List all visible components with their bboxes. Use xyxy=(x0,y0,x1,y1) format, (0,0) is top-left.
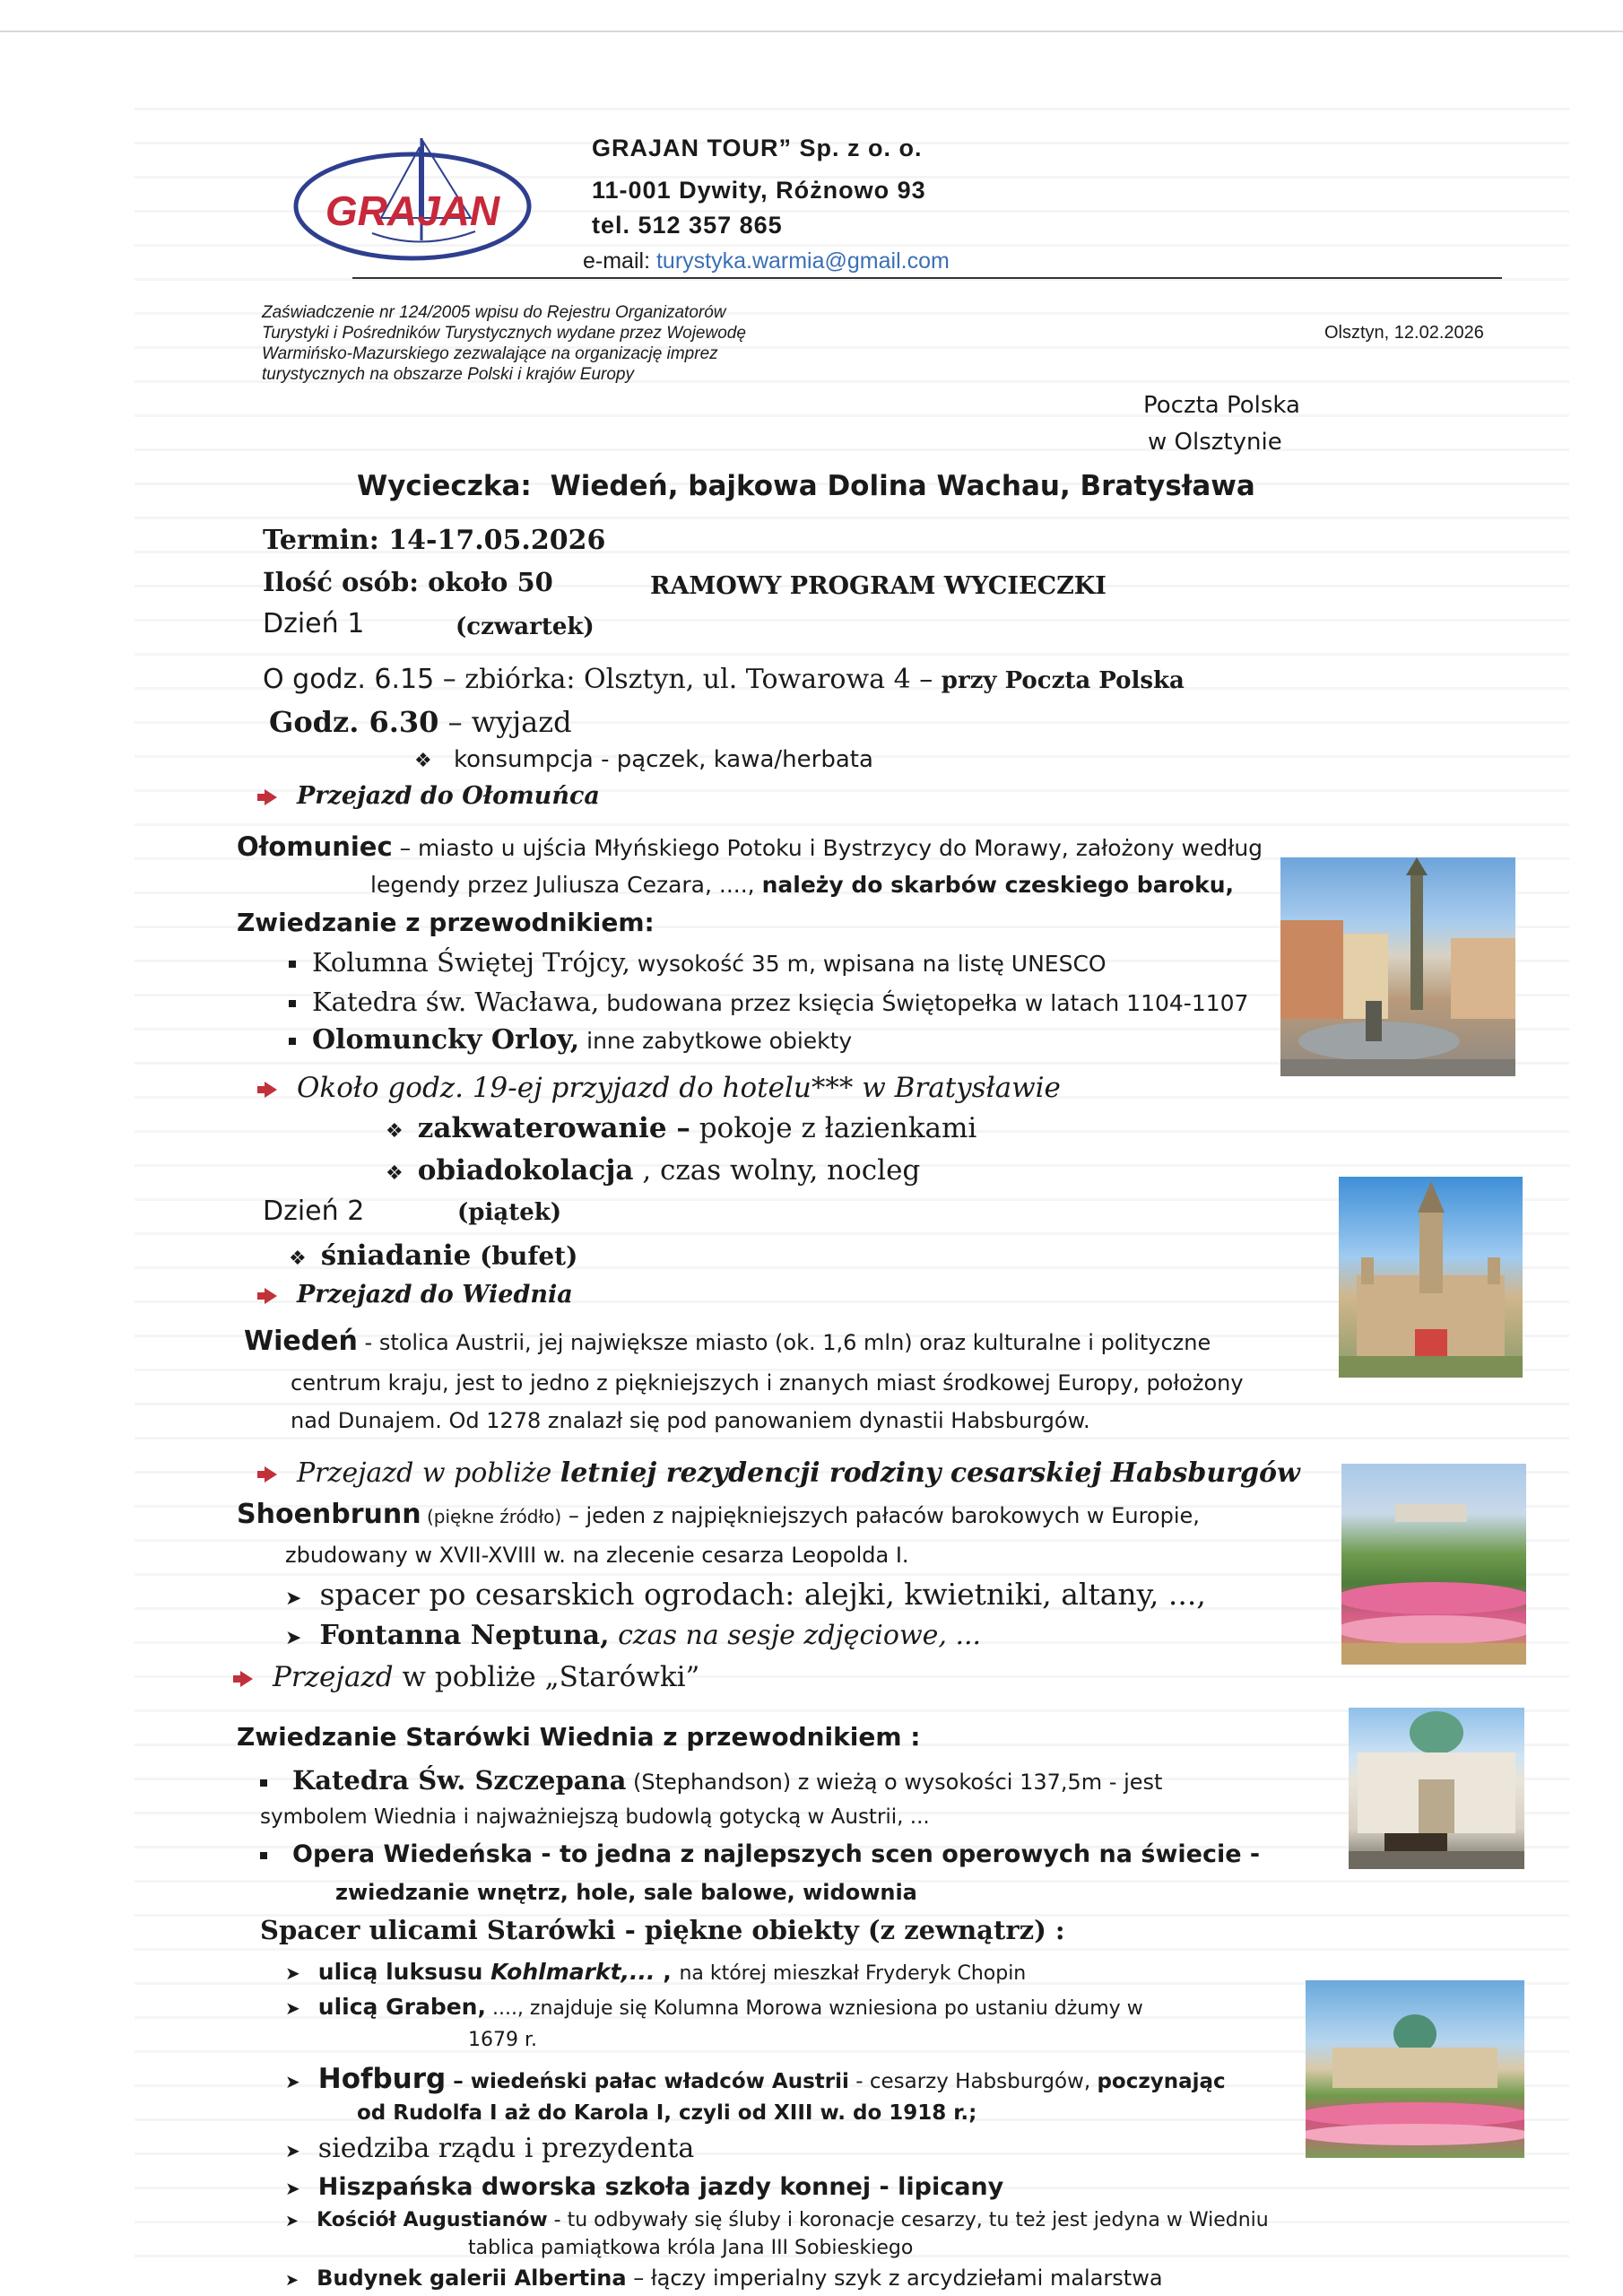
logo-text: GRAJAN xyxy=(325,187,500,234)
dinner-desc: , czas wolny, nocleg xyxy=(633,1154,921,1187)
arrow-bullet-icon xyxy=(265,1082,277,1098)
olomouc-desc1: – miasto u ujścia Młyńskiego Potoku i Bystrzycy do Morawy, założony według xyxy=(392,835,1263,861)
square-bullet-icon xyxy=(260,1779,267,1787)
transfer-text: Przejazd do Wiednia xyxy=(297,1281,573,1309)
day1-guide-heading: Zwiedzanie z przewodnikiem: xyxy=(237,908,655,937)
certificate-line: Zaświadczenie nr 124/2005 wpisu do Rejestru Organizatorów xyxy=(262,303,726,322)
square-bullet-icon xyxy=(289,1038,296,1045)
email-link[interactable]: turystyka.warmia@gmail.com xyxy=(655,248,950,274)
square-bullet-icon xyxy=(260,1852,267,1859)
olomouc-desc2a: legendy przez Juliusza Cezara, ...., xyxy=(370,872,762,898)
day2-weekday: (piątek) xyxy=(457,1199,562,1226)
square-bullet-icon xyxy=(289,1000,296,1007)
company-logo xyxy=(287,133,538,276)
day1-transfer xyxy=(265,782,600,810)
breakfast-desc: (bufet) xyxy=(471,1241,578,1271)
day2-title: Dzień 2 xyxy=(263,1196,365,1227)
company-email-line xyxy=(583,248,950,274)
triangle-bullet-icon: ➤ xyxy=(285,2140,300,2161)
stephan-name: Katedra Św. Szczepana xyxy=(292,1765,627,1796)
street1-b: Kohlmarkt,... xyxy=(490,1959,655,1985)
opera-name: Opera Wiedeńska xyxy=(292,1840,533,1868)
triangle-bullet-icon: ➤ xyxy=(285,1627,302,1649)
oldtown-b: w pobliże „Starówki” xyxy=(393,1661,700,1693)
schonbrunn-name: Shoenbrunn xyxy=(237,1499,421,1530)
day1-dinner xyxy=(386,1154,920,1187)
vienna-city-hall-photo xyxy=(1339,1177,1523,1378)
church-desc: - tu odbywały się śluby i koronacje cesarzy, tu też jest jedyna w Wiedniu xyxy=(547,2209,1269,2231)
stephan-alt: (Stephandson) xyxy=(626,1770,792,1795)
walk-item-2 xyxy=(285,1620,981,1651)
albertina-name: Budynek galerii Albertina xyxy=(317,2266,627,2291)
olomouc-desc-line2 xyxy=(370,872,1234,898)
church-item-cont: tablica pamiątkowa króla Jana III Sobieskiego xyxy=(468,2237,914,2259)
trip-people: Ilość osób: około 50 xyxy=(263,567,553,597)
walk-heading xyxy=(260,1915,1065,1945)
certificate-line: Turystyki i Pośredników Turystycznych wydane przez Wojewodę xyxy=(262,324,746,343)
company-address: 11-001 Dywity, Różnowo 93 xyxy=(592,177,926,204)
stephan-desc: z wieżą o wysokości 137,5m - jest xyxy=(791,1770,1163,1795)
walk-item-1 xyxy=(285,1577,1206,1612)
certificate-line: turystycznych na obszarze Polski i krajów Europy xyxy=(262,365,634,384)
depart-label: – wyjazd xyxy=(447,705,572,739)
church-name: Kościół Augustianów xyxy=(317,2209,548,2231)
residence-b: letniej rezydencji rodziny cesarskiej Habsburgów xyxy=(560,1457,1300,1489)
opera-desc: - to jedna z najlepszych scen operowych na świecie - xyxy=(532,1840,1261,1868)
street-item-2-cont: 1679 r. xyxy=(468,2029,537,2051)
walk2-desc: czas na sesje zdjęciowe, ... xyxy=(609,1620,982,1651)
hofburg-desc: wiedeński pałac władców Austrii xyxy=(470,2070,849,2093)
day1-accommodation xyxy=(386,1112,976,1144)
item1-desc: wysokość 35 m, wpisana na listę UNESCO xyxy=(629,951,1107,977)
hofburg-desc3: poczynając xyxy=(1097,2070,1226,2093)
gather-place: zbiórka: Olsztyn, ul. Towarowa 4 – xyxy=(464,664,933,695)
triangle-bullet-icon: ➤ xyxy=(285,1587,302,1610)
program-title: RAMOWY PROGRAM WYCIECZKI xyxy=(650,572,1107,600)
company-phone: tel. 512 357 865 xyxy=(592,212,783,239)
hofburg-photo xyxy=(1349,1708,1524,1869)
albertina-item xyxy=(285,2266,1163,2291)
olomouc-desc-line1 xyxy=(237,831,1263,862)
school-a: Hiszpańska dworska szkoła jazdy konnej - xyxy=(317,2173,890,2201)
schonbrunn-transfer xyxy=(265,1457,1300,1489)
header-rule xyxy=(352,277,1502,279)
item1-name: Kolumna Świętej Trójcy, xyxy=(312,947,630,978)
arrival-text: Około godz. 19-ej przyjazd do hotelu*** w Bratysławie xyxy=(297,1072,1061,1104)
vienna-desc-line1 xyxy=(244,1326,1211,1357)
seat-item xyxy=(285,2133,694,2164)
triangle-bullet-icon: ➤ xyxy=(285,1997,300,2019)
day1-title: Dzień 1 xyxy=(263,608,365,639)
stephan-line1 xyxy=(260,1765,1162,1796)
street2-a: ulicą Graben, xyxy=(317,1994,486,2020)
accom-desc: pokoje z łazienkami xyxy=(690,1112,977,1144)
schonbrunn-desc1: – jeden z najpiękniejszych pałaców barokowych w Europie, xyxy=(561,1503,1200,1528)
trip-title: Wiedeń, bajkowa Dolina Wachau, Bratysława xyxy=(550,470,1255,502)
olomouc-illustration xyxy=(1280,857,1515,1076)
diamond-bullet-icon: ❖ xyxy=(386,1162,404,1185)
day1-arrival xyxy=(265,1072,1061,1104)
walk2-name: Fontanna Neptuna, xyxy=(319,1620,610,1651)
breakfast-label: śniadanie xyxy=(320,1239,472,1272)
oldtown-guide-heading: Zwiedzanie Starówki Wiednia z przewodnikiem : xyxy=(237,1722,921,1752)
item2-name: Katedra św. Wacława, xyxy=(312,987,600,1017)
olomouc-item-3 xyxy=(289,1024,852,1056)
vienna-name: Wiedeń xyxy=(244,1326,358,1357)
hofburg-desc2: - cesarzy Habsburgów, xyxy=(848,2070,1098,2093)
hofburg-line1 xyxy=(285,2063,1226,2095)
day1-gathering xyxy=(263,664,1185,695)
arrow-bullet-icon xyxy=(240,1671,253,1687)
church-item xyxy=(285,2209,1269,2231)
walk1-text: spacer po cesarskich ogrodach: alejki, kwietniki, altany, ..., xyxy=(319,1577,1206,1612)
vienna-museum-garden-photo xyxy=(1306,1980,1524,2158)
day2-breakfast xyxy=(289,1239,577,1272)
stephan-line2: symbolem Wiednia i najważniejszą budowlą gotycką w Austrii, ... xyxy=(260,1805,930,1829)
dinner-label: obiadokolacja xyxy=(417,1154,634,1187)
olomouc-item-2 xyxy=(289,987,1248,1017)
school-item xyxy=(285,2173,1003,2201)
email-label: e-mail: xyxy=(583,248,651,274)
diamond-bullet-icon: ❖ xyxy=(386,1120,404,1143)
date-place: Olsztyn, 12.02.2026 xyxy=(1324,323,1484,343)
schonbrunn-gardens-photo xyxy=(1341,1464,1526,1665)
day1-snack xyxy=(414,746,873,773)
albertina-desc: – łączy imperialny szyk z arcydziełami malarstwa xyxy=(626,2266,1163,2291)
recipient-line: w Olsztynie xyxy=(1148,429,1282,456)
gather-time: O godz. 6.15 – xyxy=(263,664,456,695)
trip-title-line xyxy=(357,470,1255,502)
school-b: lipicany xyxy=(889,2173,1004,2201)
top-rule xyxy=(0,30,1623,32)
gardens-illustration xyxy=(1341,1464,1526,1665)
olomouc-name: Ołomuniec xyxy=(237,831,393,862)
trip-term: Termin: 14-17.05.2026 xyxy=(263,525,606,556)
museum-garden-illustration xyxy=(1306,1980,1524,2158)
recipient-line: Poczta Polska xyxy=(1143,392,1300,419)
snack-text: konsumpcja - pączek, kawa/herbata xyxy=(454,746,873,773)
accom-label: zakwaterowanie – xyxy=(417,1112,690,1144)
street1-a: ulicą luksusu xyxy=(317,1959,491,1985)
certificate-line: Warmińsko-Mazurskiego zezwalające na organizację imprez xyxy=(262,344,718,363)
street1-c: , xyxy=(655,1959,680,1985)
seat-text: siedziba rządu i prezydenta xyxy=(317,2133,695,2164)
opera-line2: zwiedzanie wnętrz, hole, sale balowe, widownia xyxy=(335,1880,917,1905)
item2-desc: budowana przez księcia Świętopełka w latach 1104-1107 xyxy=(599,990,1249,1016)
depart-time: Godz. 6.30 xyxy=(269,705,439,739)
vienna-desc-line3: nad Dunajem. Od 1278 znalazł się pod panowaniem dynastii Habsburgów. xyxy=(291,1408,1090,1433)
triangle-bullet-icon: ➤ xyxy=(285,2178,300,2199)
item3-name: Olomuncky Orloy, xyxy=(312,1024,580,1056)
trip-label: Wycieczka: xyxy=(357,470,532,502)
company-name: GRAJAN TOUR” Sp. z o. o. xyxy=(592,135,923,161)
residence-a: Przejazd w pobliże xyxy=(297,1457,560,1489)
street-item-2 xyxy=(285,1994,1143,2020)
hofburg-name: Hofburg xyxy=(317,2063,447,2095)
street-item-1 xyxy=(285,1959,1026,1985)
schonbrunn-line2: zbudowany w XVII-XVIII w. na zlecenie cesarza Leopolda I. xyxy=(285,1543,909,1568)
city-hall-illustration xyxy=(1339,1177,1523,1378)
olomouc-item-1 xyxy=(289,947,1107,978)
schonbrunn-paren: (piękne źródło) xyxy=(421,1506,562,1527)
hofburg-illustration xyxy=(1349,1708,1524,1869)
hofburg-line2: od Rudolfa I aż do Karola I, czyli od XIII w. do 1918 r.; xyxy=(357,2101,977,2125)
triangle-bullet-icon: ➤ xyxy=(285,1962,300,1984)
oldtown-transfer xyxy=(240,1661,699,1693)
item3-desc: inne zabytkowe obiekty xyxy=(579,1028,853,1054)
day1-weekday: (czwartek) xyxy=(456,613,595,640)
vienna-desc1: - stolica Austrii, jej największe miasto (ok. 1,6 mln) oraz kulturalne i polityczne xyxy=(357,1330,1211,1355)
square-bullet-icon xyxy=(289,961,296,968)
vienna-desc-line2: centrum kraju, jest to jedno z piękniejszych i znanych miast środkowej Europy, położony xyxy=(291,1370,1244,1396)
gather-landmark: przy Poczta Polska xyxy=(941,667,1185,694)
street2-b: ...., znajduje się Kolumna Morowa wzniesiona po ustaniu dżumy w xyxy=(485,1997,1143,2020)
diamond-bullet-icon: ❖ xyxy=(414,750,432,772)
walk-heading-a: Spacer ulicami Starówki xyxy=(260,1915,616,1945)
opera-line1 xyxy=(260,1840,1260,1868)
olomouc-square-photo xyxy=(1280,857,1515,1076)
oldtown-a: Przejazd xyxy=(273,1661,394,1693)
schonbrunn-line1 xyxy=(237,1499,1200,1530)
day2-transfer xyxy=(265,1281,573,1309)
arrow-bullet-icon xyxy=(265,1288,277,1304)
arrow-bullet-icon xyxy=(265,1466,277,1483)
day1-departure xyxy=(269,705,572,739)
triangle-bullet-icon: ➤ xyxy=(285,2212,299,2231)
street1-d: na której mieszkał Fryderyk Chopin xyxy=(679,1962,1027,1985)
walk-heading-b: - piękne obiekty (z zewnątrz) : xyxy=(615,1915,1065,1945)
olomouc-desc2b: należy do skarbów czeskiego baroku, xyxy=(761,872,1234,898)
transfer-text: Przejazd do Ołomuńca xyxy=(297,782,600,810)
arrow-bullet-icon xyxy=(265,789,277,805)
triangle-bullet-icon: ➤ xyxy=(285,2271,299,2290)
hofburg-dash: – xyxy=(446,2070,471,2093)
triangle-bullet-icon: ➤ xyxy=(285,2071,300,2092)
diamond-bullet-icon: ❖ xyxy=(289,1248,307,1270)
